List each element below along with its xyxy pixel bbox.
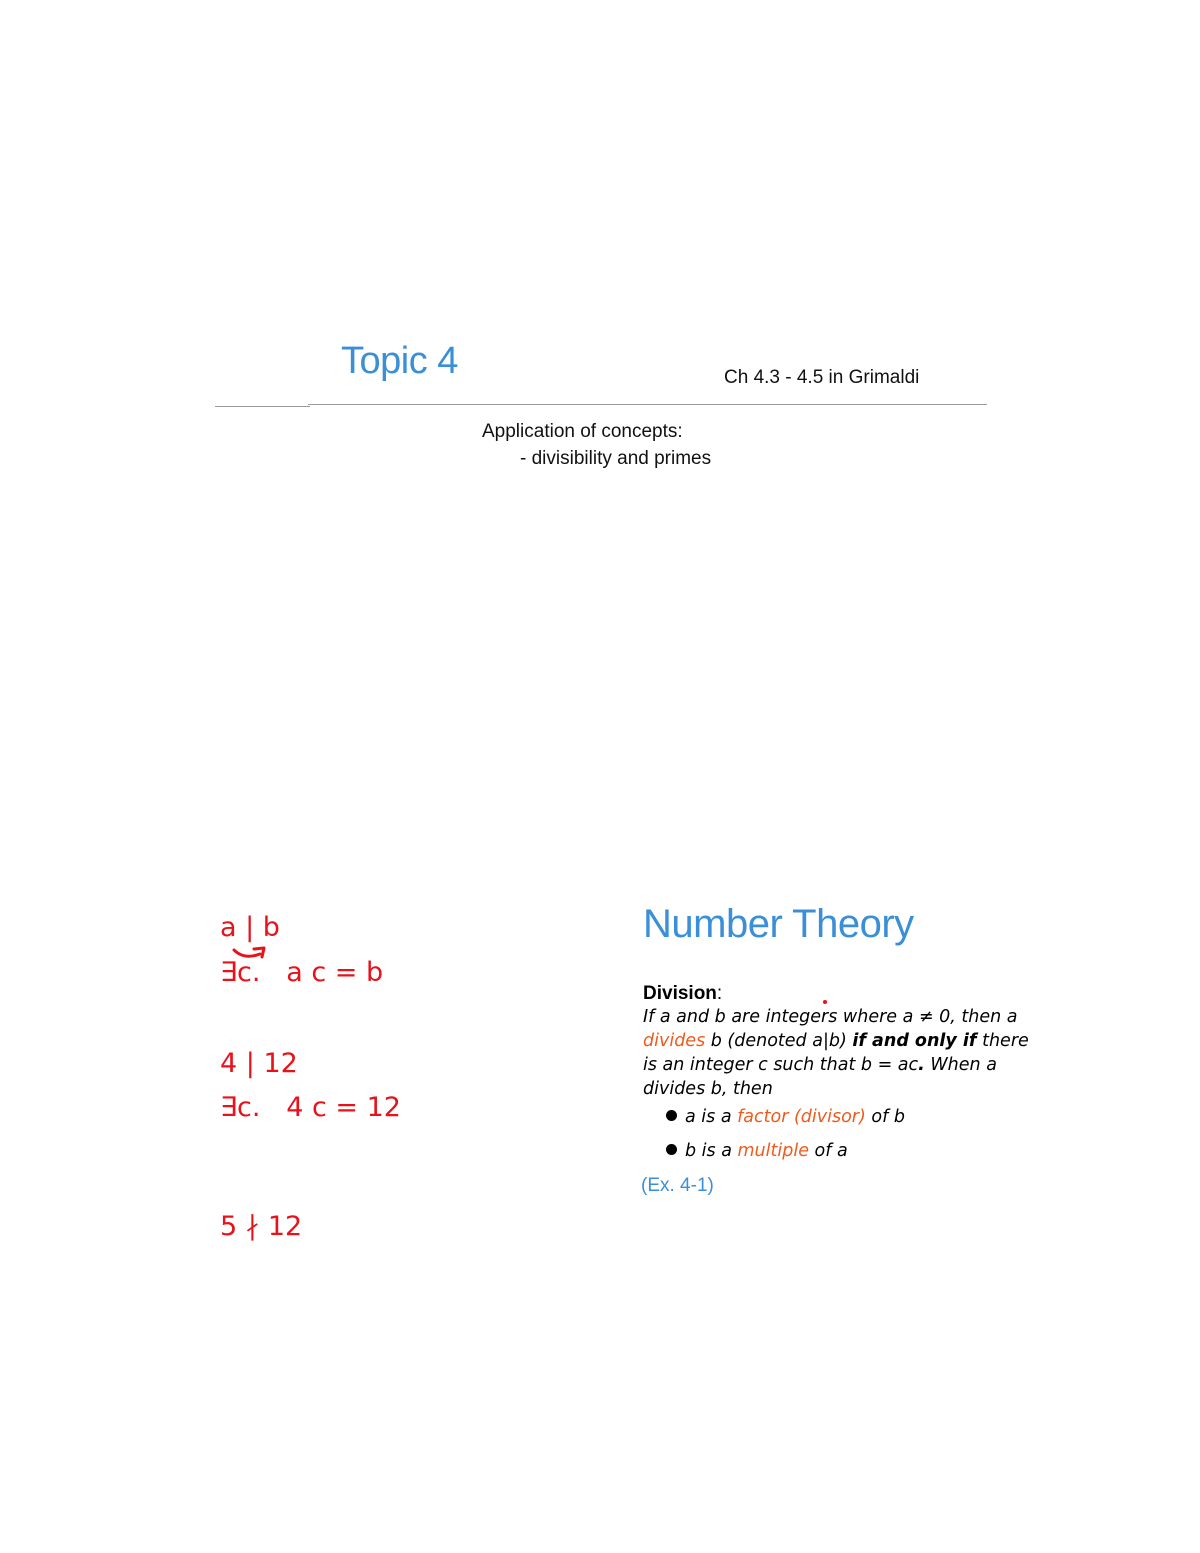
iff-phrase: if and only if bbox=[852, 1031, 977, 1051]
bullet-factor bbox=[666, 1107, 905, 1127]
title-divider-left bbox=[215, 406, 310, 407]
chapter-reference: Ch 4.3 - 4.5 in Grimaldi bbox=[724, 367, 920, 388]
definition-text-part: b (denoted a|b) bbox=[705, 1031, 853, 1051]
title-divider bbox=[308, 404, 987, 405]
bullet-text: of a bbox=[808, 1141, 848, 1161]
term-factor: factor (divisor) bbox=[737, 1107, 866, 1127]
bullet-text: of b bbox=[865, 1107, 905, 1127]
definition-heading-colon: : bbox=[716, 983, 723, 1004]
handwritten-exists-c: ∃c. a c = b bbox=[220, 957, 384, 988]
definition-heading bbox=[643, 983, 722, 1005]
red-dot-mark bbox=[823, 1000, 827, 1004]
section-title: Number Theory bbox=[643, 902, 914, 946]
bullet-text: a is a bbox=[685, 1107, 738, 1127]
bullet-multiple bbox=[666, 1141, 848, 1161]
definition-text-part: When a divides b, then bbox=[643, 1055, 997, 1099]
definition-heading-text: Division bbox=[643, 983, 717, 1004]
handwritten-5-not-divides-12: 5 ∤ 12 bbox=[220, 1211, 303, 1242]
definition-text-part: there is an integer c such that b = ac bbox=[643, 1031, 1029, 1075]
definition-text bbox=[643, 1005, 1043, 1101]
term-multiple: multiple bbox=[737, 1141, 809, 1161]
bullet-icon bbox=[666, 1110, 677, 1121]
bullet-icon bbox=[666, 1144, 677, 1155]
bullet-text: b is a bbox=[685, 1141, 738, 1161]
definition-text-part: If a and b are integers where a ≠ 0, then a bbox=[643, 1007, 1018, 1027]
topic-title: Topic 4 bbox=[341, 340, 458, 382]
handwritten-exists-c-4: ∃c. 4 c = 12 bbox=[220, 1092, 401, 1123]
term-divides: divides bbox=[643, 1031, 706, 1051]
intro-subpoint: - divisibility and primes bbox=[520, 448, 712, 469]
definition-period: . bbox=[918, 1055, 925, 1075]
intro-line: Application of concepts: bbox=[482, 421, 683, 442]
handwritten-4-divides-12: 4 | 12 bbox=[220, 1048, 298, 1079]
handwritten-a-divides-b: a | b bbox=[220, 912, 280, 943]
example-reference: (Ex. 4-1) bbox=[641, 1175, 714, 1196]
